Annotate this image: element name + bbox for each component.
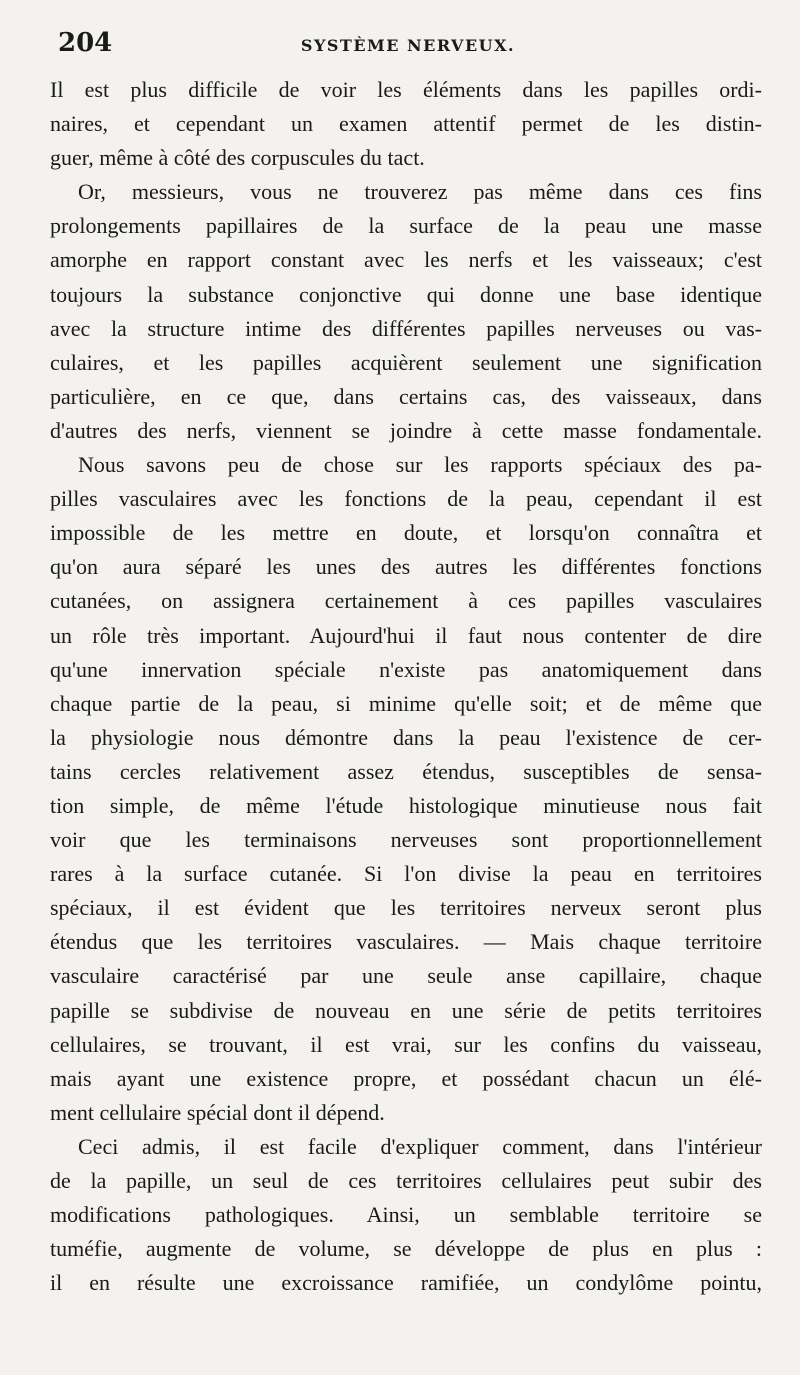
body-text bbox=[50, 73, 762, 1300]
text-line: particulière, en ce que, dans certains cas, des vaisseaux, dans bbox=[50, 383, 762, 409]
text-line: d'autres des nerfs, viennent se joindre à cette masse fondamentale. bbox=[50, 417, 762, 443]
text-line: mais ayant une existence propre, et possédant chacun un élé- bbox=[50, 1065, 762, 1091]
text-line: rares à la surface cutanée. Si l'on divise la peau en territoires bbox=[50, 861, 762, 887]
text-line: pilles vasculaires avec les fonctions de la peau, cependant il est bbox=[50, 486, 762, 512]
page-number: 204 bbox=[58, 28, 113, 58]
running-head: SYSTÈME NERVEUX. bbox=[300, 36, 516, 55]
text-line: modifications pathologiques. Ainsi, un semblable territoire se bbox=[50, 1202, 762, 1228]
text-line: ment cellulaire spécial dont il dépend. bbox=[50, 1099, 385, 1125]
text-line: tion simple, de même l'étude histologique minutieuse nous fait bbox=[50, 792, 762, 818]
text-line: tains cercles relativement assez étendus, susceptibles de sensa- bbox=[50, 758, 762, 784]
text-line: culaires, et les papilles acquièrent seulement une signification bbox=[50, 349, 762, 375]
text-line: qu'on aura séparé les unes des autres les différentes fonctions bbox=[50, 554, 762, 580]
text-line: cutanées, on assignera certainement à ces papilles vasculaires bbox=[50, 588, 762, 614]
text-line: il en résulte une excroissance ramifiée, un condylôme pointu, bbox=[50, 1270, 762, 1296]
text-line: voir que les terminaisons nerveuses sont proportionnellement bbox=[50, 827, 762, 853]
text-line: avec la structure intime des différentes papilles nerveuses ou vas- bbox=[50, 315, 762, 341]
text-line: vasculaire caractérisé par une seule anse capillaire, chaque bbox=[50, 963, 762, 989]
text-line: spéciaux, il est évident que les territoires nerveux seront plus bbox=[50, 895, 762, 921]
text-line: toujours la substance conjonctive qui donne une base identique bbox=[50, 281, 762, 307]
text-line: prolongements papillaires de la surface de la peau une masse bbox=[50, 213, 762, 239]
text-line: Or, messieurs, vous ne trouverez pas même dans ces fins bbox=[78, 179, 762, 205]
text-line: amorphe en rapport constant avec les nerfs et les vaisseaux; c'est bbox=[50, 247, 762, 273]
text-line: Ceci admis, il est facile d'expliquer comment, dans l'intérieur bbox=[78, 1133, 762, 1159]
page-header bbox=[58, 28, 758, 68]
text-line: qu'une innervation spéciale n'existe pas anatomiquement dans bbox=[50, 656, 762, 682]
text-line: impossible de les mettre en doute, et lorsqu'on connaîtra et bbox=[50, 520, 762, 546]
text-line: chaque partie de la peau, si minime qu'elle soit; et de même que bbox=[50, 690, 762, 716]
text-line: tuméfie, augmente de volume, se développe de plus en plus : bbox=[50, 1236, 762, 1262]
text-line: papille se subdivise de nouveau en une série de petits territoires bbox=[50, 997, 762, 1023]
text-line: naires, et cependant un examen attentif permet de les distin- bbox=[50, 111, 762, 137]
text-line: étendus que les territoires vasculaires. — Mais chaque territoire bbox=[50, 929, 762, 955]
text-line: Il est plus difficile de voir les éléments dans les papilles ordi- bbox=[50, 77, 762, 102]
text-line: la physiologie nous démontre dans la peau l'existence de cer- bbox=[50, 724, 762, 750]
text-line: Nous savons peu de chose sur les rapports spéciaux des pa- bbox=[78, 452, 762, 478]
text-line: guer, même à côté des corpuscules du tact. bbox=[50, 145, 425, 171]
text-line: cellulaires, se trouvant, il est vrai, sur les confins du vaisseau, bbox=[50, 1031, 762, 1057]
text-line: de la papille, un seul de ces territoires cellulaires peut subir des bbox=[50, 1168, 762, 1193]
text-line: un rôle très important. Aujourd'hui il faut nous contenter de dire bbox=[50, 622, 762, 648]
